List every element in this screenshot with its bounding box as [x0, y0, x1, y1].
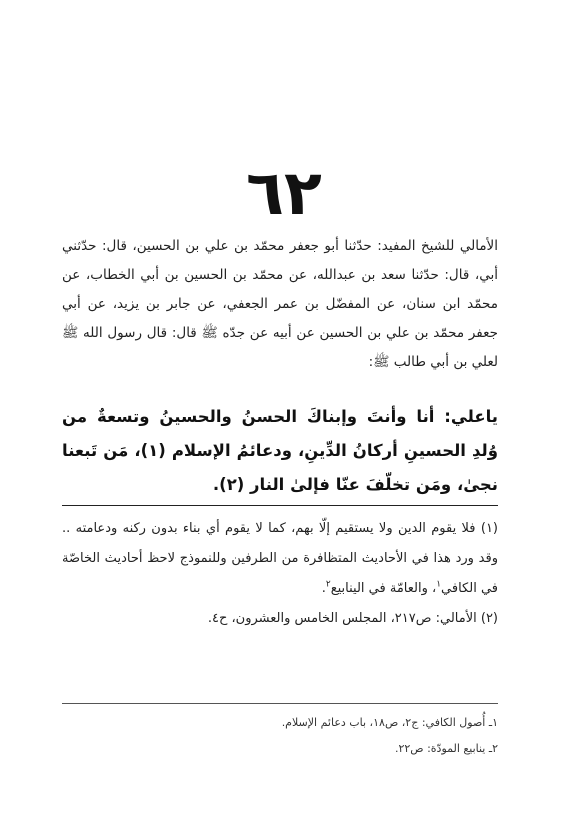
note-1-end: . [321, 581, 326, 596]
footnote-2: ٢ـ ينابيع المودّة: ص٢٢. [394, 742, 498, 755]
note-1-text-cont: ، والعامّة في الينابيع [330, 581, 437, 596]
footnote-1: ١ـ أُصول الكافي: ج٢، ص١٨، باب دعائم الإسلام. [281, 716, 498, 729]
section-divider [62, 505, 498, 506]
footnotes [62, 710, 498, 762]
hadith-text: ياعلي: أنا وأنتَ وإبناكَ الحسنُ والحسينُ وتسعةٌ من وُلدِ الحسينِ أركانُ الدِّينِ، ودعائمُ الإسلام (١)، مَن تَبعنا نجىٰ، ومَن تخلّفَ عنّا فإلىٰ النار (٢). [62, 407, 498, 494]
note-1-text: (١) فلا يقوم الدين ولا يستقيم إلّا بهم، كما لا يقوم أي بناء بدون ركنه ودعامته .. وقد ورد هذا في الأحاديث المتظافرة من الطرفين وللنموذج لاحظ أحاديث الخاصّة في الكافي [62, 521, 498, 596]
hadith-number: ٦٢ [246, 156, 322, 229]
note-1-ref-1: ١ [436, 579, 442, 590]
commentary-notes [62, 514, 498, 634]
note-2: (٢) الأمالي: ص٢١٧، المجلس الخامس والعشرون، ح٤. [207, 611, 498, 626]
note-1-ref-2: ٢ [325, 579, 331, 590]
note-1 [62, 514, 498, 604]
chain-of-narration: الأمالي للشيخ المفيد: حدّثنا أبو جعفر محمّد بن علي بن الحسين، قال: حدّثني أبي، قال: حدّثنا سعد بن عبدالله، عن محمّد بن الحسين بن أبي الخطاب، عن محمّد ابن سنان، عن المفضّل بن عمر الجعفي، عن جابر بن يزيد، عن أبي جعفر محمّد بن علي بن الحسين عن أبيه عن جدّه ﷺ قال: قال رسول الله ﷺ لعلي بن أبي طالب ﷺ: [62, 238, 498, 370]
footnote-rule [62, 703, 498, 704]
